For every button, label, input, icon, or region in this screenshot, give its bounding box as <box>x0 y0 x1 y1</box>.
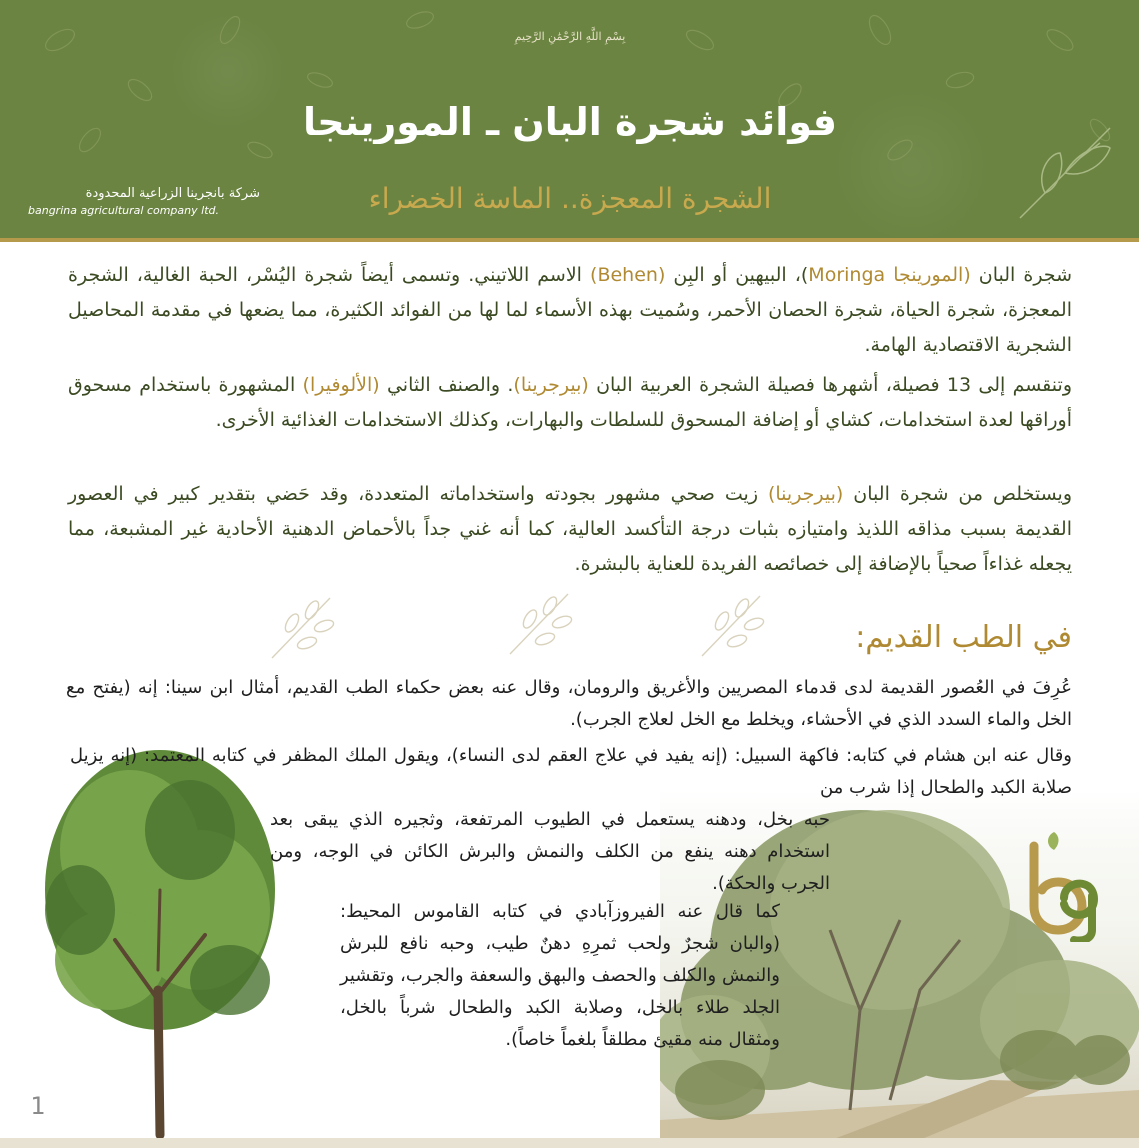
intro-paragraph-2 <box>68 368 1072 438</box>
p1-text-a: شجرة البان <box>970 264 1072 286</box>
company-name-english: bangrina agricultural company ltd. <box>28 204 219 217</box>
old-medicine-paragraph-1: عُرِفَ في العُصور القديمة لدى قدماء المصريين والأغريق والرومان، وقال عنه بعض حكماء الطب القديم، أمثال ابن سينا: إنه (يفتح مع الخل والماء السدد الذي في الأحشاء، ويخلط مع الخل لعلاج الجرب). <box>66 677 1072 730</box>
old-medicine-paragraph-4: كما قال عنه الفيروزآبادي في كتابه القاموس المحيط: (والبان شجرٌ ولحب ثمرِهِ دهنٌ طيب، وحبه نافع للبرش والنمش والكلف والحصف والبهق والسعفة والجرب، وتقشير الجلد طلاء بالخل، وصلابة الكبد والطحال شرباً بالخل، ومثقال منه مقيئ مطلقاً بلغماً خاصاً). <box>340 901 780 1050</box>
header-banner <box>0 0 1139 238</box>
intro-paragraph-1 <box>68 258 1072 363</box>
page-subtitle: الشجرة المعجزة.. الماسة الخضراء <box>368 182 772 215</box>
old-medicine-paragraph-3: حبه بخل، ودهنه يستعمل في الطيوب المرتفعة، وثجيره الذي يبقى بعد استخدام دهنه ينفع من الكلف والنمش والبرش الكائن في الوجه، ومن الجرب والحكة). <box>270 809 830 894</box>
footer-strip <box>0 1138 1139 1148</box>
basmala: بِسْمِ اللَّهِ الرَّحْمَٰنِ الرَّحِيمِ <box>514 30 626 43</box>
moringa-arabic: (المورينجا <box>885 264 971 286</box>
p2-text-a: وتنقسم إلى 13 فصيلة، أشهرها فصيلة الشجرة العربية البان <box>588 374 1072 396</box>
peregrina-term: (بيرجرينا) <box>513 374 589 396</box>
p2-text-b: . والصنف الثاني <box>379 374 514 396</box>
sprig-icon <box>262 588 340 666</box>
sprig-icon <box>692 586 770 664</box>
old-medicine-paragraph-2: وقال عنه ابن هشام في كتابه: فاكهة السبيل: (إنه يفيد في علاج العقم لدى النساء)، ويقول الملك المظفر في كتابه المعتمد: (إنه يزيل صلابة الكبد والطحال إذا شرب من <box>70 745 1072 798</box>
bangrina-logo-icon <box>1016 826 1100 942</box>
p1-text-b: )، البيهين أو البِن <box>665 264 809 286</box>
section-heading-old-medicine: في الطب القديم: <box>855 620 1072 655</box>
oleifera-term: (الألوفيرا) <box>302 374 380 396</box>
p3-text-b: زيت صحي مشهور بجودته واستخداماته المتعددة، وقد حَضي بتقدير كبير في العصور القديمة بسبب مذاقه اللذيذ وامتيازه بثبات درجة التأكسد العالية، كما أنه غني جداً بالأحماض الدهنية الأحادية غير المشبعة، مما يجعله غذاءاً صحياً بالإضافة إلى خصائصه الفريدة للعناية بالبشرة. <box>68 483 1072 575</box>
header-divider <box>0 238 1139 242</box>
intro-paragraph-3 <box>68 477 1072 582</box>
company-name-arabic: شركة بانجرينا الزراعية المحدودة <box>85 186 260 201</box>
page-number: 1 <box>30 1092 46 1120</box>
moringa-latin: Moringa <box>808 264 886 286</box>
p3-text-a: ويستخلص من شجرة البان <box>843 483 1072 505</box>
page-title: فوائد شجرة البان ـ المورينجا <box>302 100 838 144</box>
p1-text-c: الاسم اللاتيني. وتسمى أيضاً شجرة اليُسْر، الحبة الغالية، الشجرة المعجزة، شجرة الحياة، شجرة الحصان الأحمر، وسُميت بهذه الأسماء لما لها من الفوائد الكثيرة، مما يضعها في مقدمة المحاصيل الشجرية الاقتصادية الهامة. <box>68 264 1072 356</box>
p2-text-c: المشهورة باستخدام مسحوق أوراقها لعدة استخدامات، كشاي أو إضافة المسحوق للسلطات والبهارات، وكذلك الاستخدامات الغذائية الأخرى. <box>68 374 1072 431</box>
leaf-branch-icon <box>1010 118 1120 228</box>
behen-latin: (Behen) <box>590 264 666 286</box>
peregrina-term-2: (بيرجرينا) <box>767 483 844 505</box>
sprig-icon <box>500 584 578 662</box>
